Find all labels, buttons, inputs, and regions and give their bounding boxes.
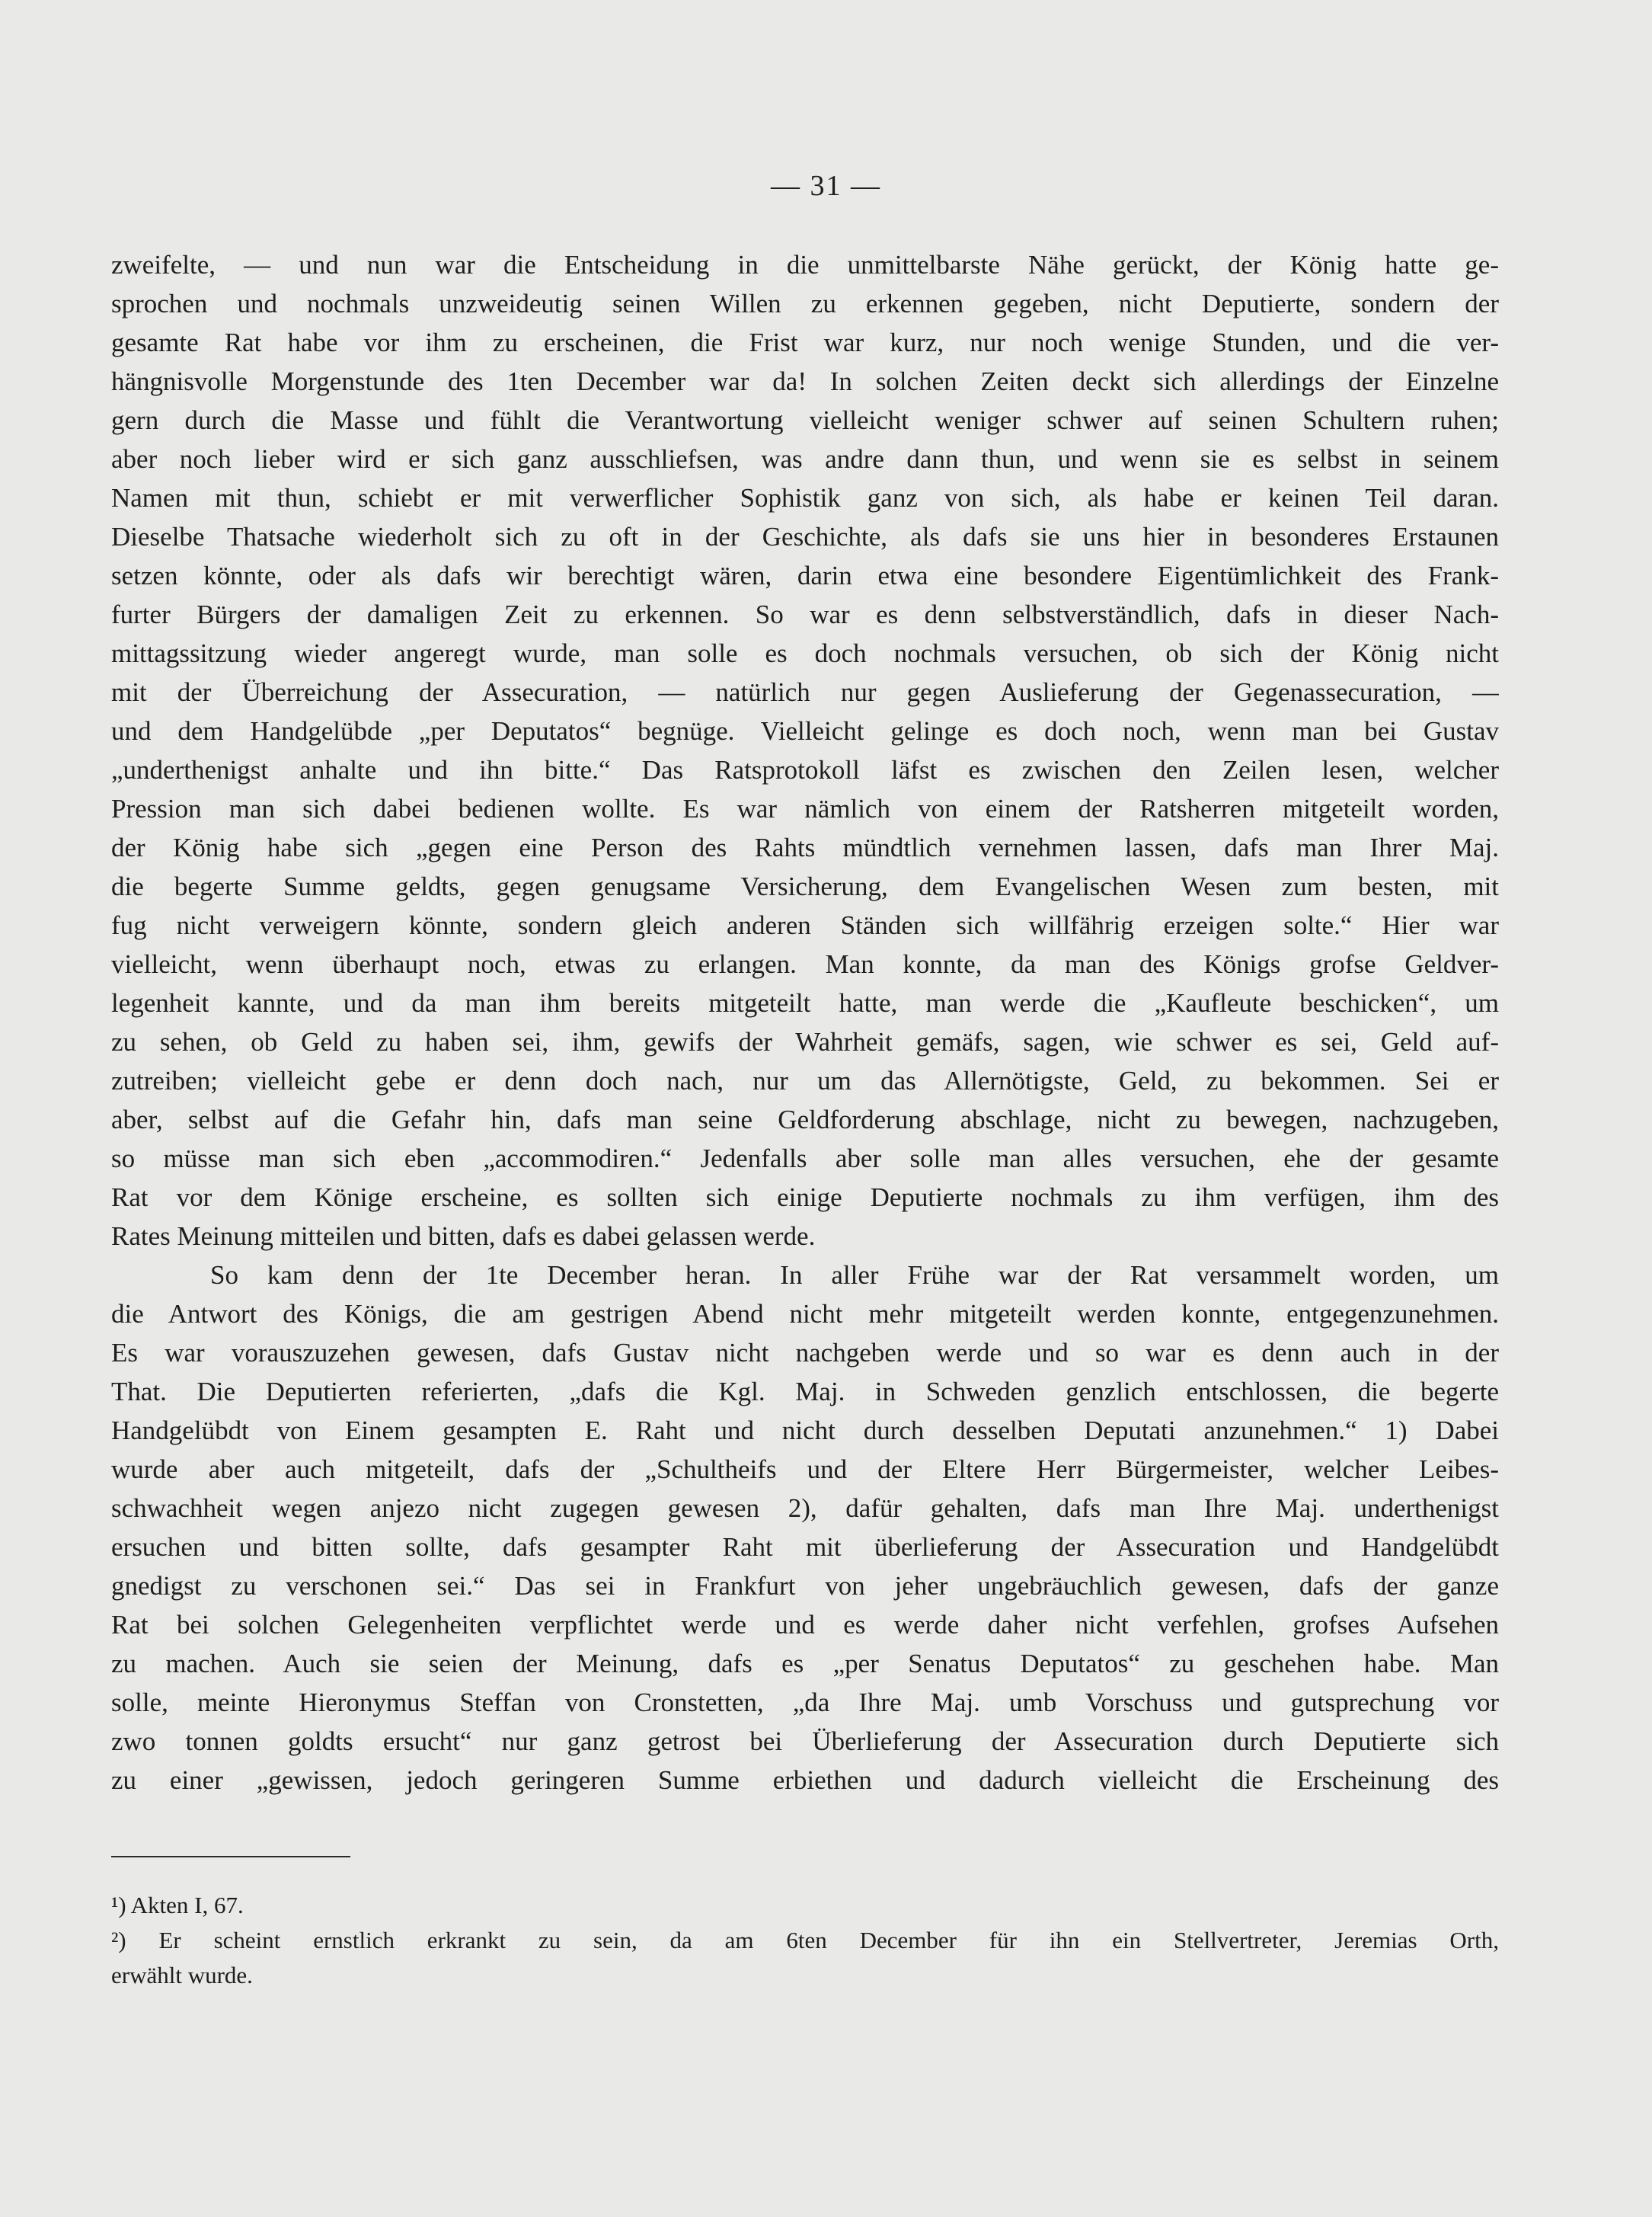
text-line: zweifelte, — und nun war die Entscheidung in die unmittelbarste Nähe gerückt, der König hatte ge- <box>111 250 1499 280</box>
text-line: zu einer „gewissen, jedoch geringeren Summe erbiethen und dadurch vielleicht die Erscheinung des <box>111 1765 1499 1795</box>
text-line: gern durch die Masse und fühlt die Verantwortung vielleicht weniger schwer auf seinen Schultern ruhen; <box>111 405 1499 435</box>
text-line: die Antwort des Königs, die am gestrigen Abend nicht mehr mitgeteilt werden konnte, entgegenzunehmen. <box>111 1299 1499 1329</box>
text-line: Handgelübdt von Einem gesampten E. Raht und nicht durch desselben Deputati anzunehmen.“ 1) Dabei <box>111 1416 1499 1445</box>
text-line: sprochen und nochmals unzweideutig seinen Willen zu erkennen gegeben, nicht Deputierte, sondern der <box>111 289 1499 318</box>
page-number: — 31 — <box>771 170 881 202</box>
text-line: „underthenigst anhalte und ihn bitte.“ Das Ratsprotokoll läfst es zwischen den Zeilen lesen, welcher <box>111 755 1499 785</box>
text-line: ersuchen und bitten sollte, dafs gesampter Raht mit überlieferung der Assecuration und Handgelübdt <box>111 1532 1499 1562</box>
text-line: der König habe sich „gegen eine Person des Rahts mündtlich vernehmen lassen, dafs man Ihrer Maj. <box>111 833 1499 862</box>
text-line: schwachheit wegen anjezo nicht zugegen gewesen 2), dafür gehalten, dafs man Ihre Maj. underthenigst <box>111 1493 1499 1523</box>
text-line: zutreiben; vielleicht gebe er denn doch nach, nur um das Allernötigste, Geld, zu bekommen. Sei er <box>111 1066 1499 1096</box>
footnotes <box>111 1888 1499 1993</box>
text-line: mittagssitzung wieder angeregt wurde, man solle es doch nochmals versuchen, ob sich der König nicht <box>111 638 1499 668</box>
text-line: Dieselbe Thatsache wiederholt sich zu oft in der Geschichte, als dafs sie uns hier in besonderes Erstaunen <box>111 522 1499 552</box>
footnote-2: ²) Er scheint ernstlich erkrankt zu sein, da am 6ten December für ihn ein Stellvertreter, Jeremias Orth, <box>111 1927 1499 1953</box>
footnote-divider <box>111 1856 350 1857</box>
text-line: gnedigst zu verschonen sei.“ Das sei in Frankfurt von jeher ungebräuchlich gewesen, dafs der ganze <box>111 1571 1499 1601</box>
text-line: wurde aber auch mitgeteilt, dafs der „Schultheifs und der Eltere Herr Bürgermeister, welcher Leibes- <box>111 1454 1499 1484</box>
text-line: so müsse man sich eben „accommodiren.“ Jedenfalls aber solle man alles versuchen, ehe der gesamte <box>111 1144 1499 1173</box>
main-text <box>111 245 1499 1800</box>
text-line: That. Die Deputierten referierten, „dafs die Kgl. Maj. in Schweden genzlich entschlossen, die begerte <box>111 1377 1499 1406</box>
text-line: Namen mit thun, schiebt er mit verwerflicher Sophistik ganz von sich, als habe er keinen Teil daran. <box>111 483 1499 513</box>
text-line: mit der Überreichung der Assecuration, — natürlich nur gegen Auslieferung der Gegenassecuration, — <box>111 677 1499 707</box>
text-line: Es war vorauszuzehen gewesen, dafs Gustav nicht nachgeben werde und so war es denn auch in der <box>111 1338 1499 1368</box>
text-line: Rat vor dem Könige erscheine, es sollten sich einige Deputierte nochmals zu ihm verfügen, ihm des <box>111 1182 1499 1212</box>
text-line: vielleicht, wenn überhaupt noch, etwas zu erlangen. Man konnte, da man des Königs grofse Geldver- <box>111 949 1499 979</box>
text-line: zwo tonnen goldts ersucht“ nur ganz getrost bei Überlieferung der Assecuration durch Deputierte sich <box>111 1726 1499 1756</box>
text-line: setzen könnte, oder als dafs wir berechtigt wären, darin etwa eine besondere Eigentümlichkeit des Frank- <box>111 561 1499 590</box>
text-line: legenheit kannte, und da man ihm bereits mitgeteilt hatte, man werde die „Kaufleute beschicken“, um <box>111 988 1499 1018</box>
text-line: Rates Meinung mitteilen und bitten, dafs es dabei gelassen werde. <box>111 1221 816 1251</box>
text-line: Pression man sich dabei bedienen wollte. Es war nämlich von einem der Ratsherren mitgeteilt worden, <box>111 794 1499 824</box>
text-line: fug nicht verweigern könnte, sondern gleich anderen Ständen sich willfährig erzeigen solte.“ Hier war <box>111 910 1499 940</box>
text-line: die begerte Summe geldts, gegen genugsame Versicherung, dem Evangelischen Wesen zum besten, mit <box>111 872 1499 901</box>
text-line: aber noch lieber wird er sich ganz ausschliefsen, was andre dann thun, und wenn sie es selbst in seinem <box>111 444 1499 474</box>
text-line: furter Bürgers der damaligen Zeit zu erkennen. So war es denn selbstverständlich, dafs in dieser Nach- <box>111 600 1499 629</box>
text-line: solle, meinte Hieronymus Steffan von Cronstetten, „da Ihre Maj. umb Vorschuss und gutsprechung vor <box>111 1688 1499 1717</box>
footnote-1: ¹) Akten I, 67. <box>111 1892 244 1918</box>
paragraph-start-line: So kam denn der 1te December heran. In aller Frühe war der Rat versammelt worden, um <box>210 1260 1499 1290</box>
footnote-2-continuation: erwählt wurde. <box>111 1962 253 1988</box>
text-line: Rat bei solchen Gelegenheiten verpflichtet werde und es werde daher nicht verfehlen, grofses Aufsehen <box>111 1610 1499 1640</box>
text-line: gesamte Rat habe vor ihm zu erscheinen, die Frist war kurz, nur noch wenige Stunden, und die ver- <box>111 328 1499 357</box>
text-line: hängnisvolle Morgenstunde des 1ten December war da! In solchen Zeiten deckt sich allerdings der Einzelne <box>111 366 1499 396</box>
text-line: zu machen. Auch sie seien der Meinung, dafs es „per Senatus Deputatos“ zu geschehen habe. Man <box>111 1649 1499 1678</box>
text-line: zu sehen, ob Geld zu haben sei, ihm, gewifs der Wahrheit gemäfs, sagen, wie schwer es sei, Geld auf- <box>111 1027 1499 1057</box>
text-line: und dem Handgelübde „per Deputatos“ begnüge. Vielleicht gelinge es doch noch, wenn man bei Gustav <box>111 716 1499 746</box>
text-line: aber, selbst auf die Gefahr hin, dafs man seine Geldforderung abschlage, nicht zu bewegen, nachzugeben, <box>111 1105 1499 1134</box>
